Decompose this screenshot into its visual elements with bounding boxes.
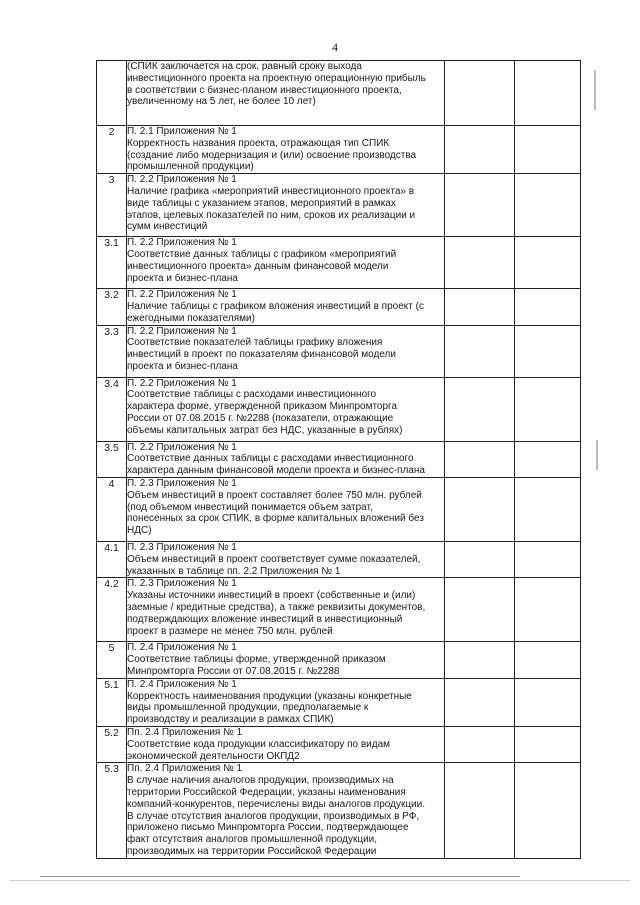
- description-line: Наличие таблицы с графиком вложения инвестиций в проект (с: [127, 300, 424, 312]
- table-row: [97, 726, 581, 762]
- description-line: Объем инвестиций в проект соответствует сумме показателей,: [127, 553, 421, 565]
- description-line: Корректность названия проекта, отражающая тип СПИК: [127, 137, 390, 149]
- row-number: 3.3: [97, 325, 127, 377]
- row-description: [127, 377, 445, 441]
- check-cell: [445, 642, 515, 678]
- row-description: [127, 174, 445, 237]
- description-line: приложено письмо Минпромторга России, подтверждающее: [127, 822, 409, 834]
- row-number: 3.5: [97, 441, 127, 477]
- note-cell: [515, 174, 581, 237]
- description-line: П. 2.2 Приложения № 1: [127, 441, 237, 453]
- note-cell: [515, 377, 581, 441]
- description-line: Корректность наименования продукции (указаны конкретные: [127, 690, 412, 702]
- description-line: Соответствие кода продукции классификатору по видам: [127, 738, 391, 750]
- description-line: инвестиционного проекта» данным финансовой модели: [127, 260, 389, 272]
- description-line: П. 2.4 Приложения № 1: [127, 678, 237, 690]
- note-cell: [515, 541, 581, 577]
- scan-edge-line: [40, 876, 520, 877]
- table-row: [97, 61, 581, 126]
- row-description: [127, 541, 445, 577]
- description-line: (создание либо модернизация и (или) освоение производства: [127, 149, 417, 161]
- description-line: компаний-конкурентов, перечислены виды аналогов продукции.: [127, 798, 426, 810]
- description-line: характера форме, утвержденной приказом Минпромторга: [127, 401, 398, 413]
- row-description: [127, 325, 445, 377]
- note-cell: [515, 237, 581, 289]
- description-line: Соответствие данных таблицы с расходами инвестиционного: [127, 453, 414, 465]
- note-cell: [515, 678, 581, 726]
- description-line: проект в размере не менее 750 млн. рублей: [127, 625, 333, 637]
- table-row: [97, 541, 581, 577]
- description-line: Соответствие таблицы форме, утвержденной приказом: [127, 654, 386, 666]
- description-line: этапов, целевых показателей по ним, сроков их реализации и: [127, 209, 416, 221]
- description-line: инвестиций в проект по показателям финансовой модели: [127, 349, 396, 361]
- description-line: увеличенному на 5 лет, не более 10 лет): [127, 96, 316, 108]
- note-cell: [515, 726, 581, 762]
- description-line: П. 2.3 Приложения № 1: [127, 477, 237, 489]
- description-line: проекта и бизнес-плана: [127, 360, 238, 372]
- row-description: [127, 678, 445, 726]
- description-line: (СПИК заключается на срок, равный сроку выхода: [127, 61, 362, 72]
- note-cell: [515, 763, 581, 859]
- row-description: [127, 289, 445, 325]
- row-description: [127, 126, 445, 174]
- check-cell: [445, 441, 515, 477]
- description-line: П. 2.1 Приложения № 1: [127, 126, 237, 137]
- description-line: подтверждающих вложение инвестиций в инвестиционный: [127, 613, 403, 625]
- description-line: В случае наличия аналогов продукции, производимых на: [127, 775, 394, 787]
- description-line: НДС): [127, 525, 152, 537]
- table-row: [97, 126, 581, 174]
- note-cell: [515, 325, 581, 377]
- description-line: виде таблицы с указанием этапов, мероприятий в рамках: [127, 197, 396, 209]
- check-cell: [445, 61, 515, 126]
- description-line: Соответствие таблицы с расходами инвестиционного: [127, 389, 377, 401]
- page-number: 4: [332, 40, 338, 54]
- description-line: Пп. 2.4 Приложения № 1: [127, 763, 243, 775]
- description-line: Соответствие показателей таблицы графику вложения: [127, 337, 383, 349]
- description-line: П. 2.2 Приложения № 1: [127, 377, 237, 389]
- row-number: 4.2: [97, 578, 127, 642]
- row-number: 3.1: [97, 237, 127, 289]
- check-cell: [445, 477, 515, 541]
- note-cell: [515, 441, 581, 477]
- table-row: [97, 174, 581, 237]
- check-cell: [445, 174, 515, 237]
- description-line: Пп. 2.4 Приложения № 1: [127, 726, 243, 738]
- row-number: 5: [97, 642, 127, 678]
- description-line: объемы капитальных затрат без НДС, указанные в рублях): [127, 424, 403, 436]
- row-number: 3.2: [97, 289, 127, 325]
- description-line: П. 2.4 Приложения № 1: [127, 642, 237, 654]
- row-number: 4: [97, 477, 127, 541]
- description-line: производимых на территории Российской Федерации: [127, 845, 377, 857]
- row-number: 3.4: [97, 377, 127, 441]
- check-cell: [445, 578, 515, 642]
- table-row: [97, 441, 581, 477]
- description-line: Минпромторга России от 07.08.2015 г. №2288: [127, 665, 340, 677]
- description-line: Наличие графика «мероприятий инвестиционного проекта» в: [127, 185, 415, 197]
- description-line: экономической деятельности ОКПД2: [127, 750, 300, 762]
- description-line: П. 2.3 Приложения № 1: [127, 541, 237, 553]
- description-line: П. 2.2 Приложения № 1: [127, 237, 237, 249]
- row-number: 5.3: [97, 763, 127, 859]
- description-line: виды промышленной продукции, предполагаемые к: [127, 702, 369, 714]
- row-description: [127, 642, 445, 678]
- check-cell: [445, 237, 515, 289]
- note-cell: [515, 642, 581, 678]
- description-line: в соответствии с бизнес-планом инвестиционного проекта,: [127, 84, 402, 96]
- description-line: производству и реализации в рамках СПИК): [127, 714, 334, 726]
- description-line: В случае отсутствия аналогов продукции, производимых в РФ,: [127, 810, 420, 822]
- description-line: П. 2.2 Приложения № 1: [127, 289, 237, 301]
- description-line: П. 2.2 Приложения № 1: [127, 325, 237, 337]
- table-row: [97, 578, 581, 642]
- description-line: ежегодными показателями): [127, 312, 255, 324]
- row-number: 5.1: [97, 678, 127, 726]
- row-description: [127, 61, 445, 126]
- table-row: [97, 289, 581, 325]
- description-line: П. 2.3 Приложения № 1: [127, 578, 237, 590]
- table-row: [97, 477, 581, 541]
- table-row: [97, 642, 581, 678]
- description-line: Указаны источники инвестиций в проект (собственные и (или): [127, 590, 416, 602]
- description-line: инвестиционного проекта на проектную операционную прибыль: [127, 72, 426, 84]
- row-number: [97, 61, 127, 126]
- description-line: заемные / кредитные средства), а также реквизиты документов,: [127, 601, 426, 613]
- row-description: [127, 441, 445, 477]
- scan-artifact: [594, 70, 596, 110]
- row-description: [127, 237, 445, 289]
- row-number: 2: [97, 126, 127, 174]
- row-description: [127, 726, 445, 762]
- note-cell: [515, 578, 581, 642]
- check-cell: [445, 541, 515, 577]
- description-line: России от 07.08.2015 г. №2288 (показатели, отражающие: [127, 412, 394, 424]
- description-line: понесенных за срок СПИК, в форме капитальных вложений без: [127, 513, 424, 525]
- row-number: 5.2: [97, 726, 127, 762]
- description-line: указанных в таблице пп. 2.2 Приложения № 1: [127, 565, 341, 577]
- description-line: факт отсутствия аналогов промышленной продукции,: [127, 834, 378, 846]
- description-line: П. 2.2 Приложения № 1: [127, 174, 237, 186]
- note-cell: [515, 126, 581, 174]
- note-cell: [515, 61, 581, 126]
- table-row: [97, 678, 581, 726]
- scan-artifact: [596, 440, 598, 470]
- check-cell: [445, 377, 515, 441]
- note-cell: [515, 289, 581, 325]
- checklist-table: [96, 60, 581, 859]
- description-line: Соответствие данных таблицы с графиком «мероприятий: [127, 248, 397, 260]
- description-line: характера данным финансовой модели проекта и бизнес-плана: [127, 465, 425, 477]
- table-row: [97, 377, 581, 441]
- description-line: проекта и бизнес-плана: [127, 272, 238, 284]
- description-line: промышленной продукции): [127, 161, 254, 173]
- table-row: [97, 237, 581, 289]
- row-description: [127, 477, 445, 541]
- table-row: [97, 763, 581, 859]
- row-description: [127, 763, 445, 859]
- check-cell: [445, 325, 515, 377]
- scan-edge-line: [10, 880, 630, 881]
- check-cell: [445, 289, 515, 325]
- note-cell: [515, 477, 581, 541]
- table-row: [97, 325, 581, 377]
- description-line: (под объемом инвестиций понимается объем затрат,: [127, 501, 373, 513]
- description-line: территории Российской Федерации, указаны наименования: [127, 786, 406, 798]
- row-number: 3: [97, 174, 127, 237]
- row-number: 4.1: [97, 541, 127, 577]
- check-cell: [445, 678, 515, 726]
- row-description: [127, 578, 445, 642]
- check-cell: [445, 726, 515, 762]
- check-cell: [445, 126, 515, 174]
- description-line: сумм инвестиций: [127, 221, 208, 233]
- description-line: Объем инвестиций в проект составляет более 750 млн. рублей: [127, 489, 422, 501]
- check-cell: [445, 763, 515, 859]
